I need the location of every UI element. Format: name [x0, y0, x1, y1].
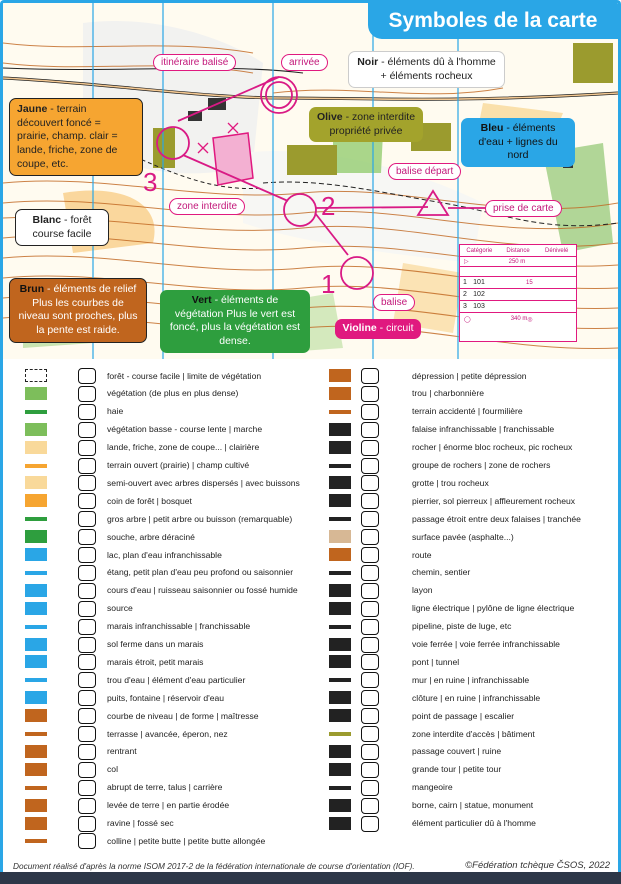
legend_left-symbol-22	[25, 763, 47, 776]
legend_left-label-4: lande, friche, zone de coupe... | clairière	[107, 442, 260, 453]
legend_right-label-10: route	[412, 549, 432, 560]
blanc-text: - forêt course facile	[32, 214, 92, 240]
bleu-title: Bleu	[480, 122, 504, 134]
legend_left-control-icon-2	[78, 404, 96, 420]
legend_right-control-icon-16	[361, 654, 379, 670]
legend_left-label-11: étang, petit plan d'eau peu profond ou saisonnier	[107, 567, 294, 578]
card-header-denivele: Dénivelé	[545, 247, 569, 254]
legend-box-noir	[348, 51, 505, 88]
legend_left-control-icon-18	[78, 690, 96, 706]
legend_left-label-23: abrupt de terre, talus | carrière	[107, 782, 223, 793]
legend_left-symbol-18	[25, 691, 47, 704]
legend-box-olive	[309, 107, 423, 142]
legend_right-symbol-16	[329, 655, 351, 668]
card-row1-num: 1	[463, 279, 467, 286]
legend_left-label-12: cours d'eau | ruisseau saisonnier ou fossé humide	[107, 585, 298, 596]
legend_left-symbol-4	[25, 441, 47, 454]
legend_left-symbol-9	[25, 530, 47, 543]
legend_right-label-13: ligne électrique | pylône de ligne électrique	[412, 603, 575, 614]
legend_right-control-icon-24	[361, 798, 379, 814]
legend_left-control-icon-9	[78, 529, 96, 545]
legend_left-symbol-21	[25, 745, 47, 758]
vert-text: - éléments de végétation Plus le vert est foncé, plus la végétation est dense.	[169, 294, 301, 347]
label-balise: balise	[373, 294, 415, 311]
legend_left-symbol-8	[25, 517, 47, 521]
legend_right-symbol-12	[329, 584, 351, 597]
violine-title: Violine	[342, 322, 377, 334]
legend_right-label-20: zone interdite d'accès | bâtiment	[412, 728, 535, 739]
orienteering-map	[3, 3, 618, 359]
legend_right-symbol-8	[329, 517, 351, 521]
brun-text: - éléments de relief Plus les courbes de niveau sont proches, plus la pente est raide.	[18, 283, 138, 336]
card-distance-bottom: 340 m	[510, 316, 528, 322]
legend_left-control-icon-14	[78, 619, 96, 635]
legend_right-label-6: grotte | trou rocheux	[412, 477, 489, 488]
legend_right-label-3: falaise infranchissable | franchissable	[412, 424, 555, 435]
legend_right-label-7: pierrier, sol pierreux | affleurement rocheux	[412, 495, 576, 506]
legend_right-control-icon-14	[361, 619, 379, 635]
legend-box-vert	[160, 290, 310, 353]
label-itineraire-balise: itinéraire balisé	[153, 54, 236, 71]
legend_left-control-icon-22	[78, 762, 96, 778]
legend_right-symbol-1	[329, 387, 351, 400]
legend_right-label-14: pipeline, piste de luge, etc	[412, 621, 512, 632]
legend_left-control-icon-16	[78, 654, 96, 670]
legend_right-control-icon-13	[361, 601, 379, 617]
legend_left-label-3: végétation basse - course lente | marche	[107, 424, 263, 435]
legend_left-label-20: terrasse | avancée, éperon, nez	[107, 728, 228, 739]
legend_left-symbol-2	[25, 410, 47, 414]
legend_left-symbol-20	[25, 732, 47, 736]
card-header-categorie: Catégorie	[466, 247, 493, 254]
legend_right-symbol-10	[329, 548, 351, 561]
legend_left-control-icon-17	[78, 672, 96, 688]
jaune-text: - terrain découvert foncé = prairie, champ. clair = lande, friche, zone de coupe, etc.	[17, 103, 118, 170]
legend_right-label-17: mur | en ruine | infranchissable	[412, 674, 530, 685]
legend_right-label-8: passage étroit entre deux falaises | tranchée	[412, 513, 581, 524]
footer-note: Document réalisé d'après la norme ISOM 2017-2 de la fédération internationale de course d'orientation (IOF).	[13, 861, 415, 871]
legend_right-symbol-7	[329, 494, 351, 507]
legend_left-symbol-17	[25, 678, 47, 682]
legend_left-label-0: forêt - course facile | limite de végétation	[107, 370, 262, 381]
legend_left-label-2: haie	[107, 406, 124, 417]
course-number-3: 3	[143, 167, 158, 197]
legend_right-control-icon-17	[361, 672, 379, 688]
legend_right-control-icon-7	[361, 493, 379, 509]
legend_left-label-17: trou d'eau | élément d'eau particulier	[107, 674, 246, 685]
legend_right-symbol-11	[329, 571, 351, 575]
legend_left-control-icon-10	[78, 547, 96, 563]
legend-box-jaune	[9, 98, 143, 176]
legend_left-label-1: végétation (de plus en plus dense)	[107, 388, 239, 399]
legend_left-label-16: marais étroit, petit marais	[107, 656, 204, 667]
legend_right-label-0: dépression | petite dépression	[412, 370, 527, 381]
legend_right-symbol-20	[329, 732, 351, 736]
legend_right-symbol-9	[329, 530, 351, 543]
legend_right-control-icon-15	[361, 637, 379, 653]
symbol-legend	[3, 359, 618, 855]
legend_right-label-18: clôture | en ruine | infranchissable	[412, 692, 541, 703]
legend_left-label-25: ravine | fossé sec	[107, 818, 174, 828]
legend_left-symbol-3	[25, 423, 47, 436]
legend_right-label-9: surface pavée (asphalte...)	[412, 531, 514, 542]
olive-text: - zone interdite propriété privée	[329, 111, 416, 137]
legend_right-label-16: pont | tunnel	[412, 656, 460, 667]
legend_left-symbol-5	[25, 464, 47, 468]
legend_right-label-11: chemin, sentier	[412, 567, 471, 578]
legend_left-control-icon-0	[78, 368, 96, 384]
legend_left-symbol-12	[25, 584, 47, 597]
legend_left-symbol-13	[25, 602, 47, 615]
legend_left-control-icon-5	[78, 458, 96, 474]
legend_left-symbol-16	[25, 655, 47, 668]
legend_left-control-icon-26	[78, 833, 96, 849]
legend_right-control-icon-10	[361, 547, 379, 563]
legend_left-label-22: col	[107, 764, 118, 775]
legend_right-label-23: mangeoire	[412, 782, 453, 793]
legend_right-label-24: borne, cairn | statue, monument	[412, 800, 534, 811]
legend_left-label-21: rentrant	[107, 746, 137, 757]
legend_right-symbol-24	[329, 799, 351, 812]
legend_right-symbol-15	[329, 638, 351, 651]
legend_right-control-icon-22	[361, 762, 379, 778]
legend_right-label-22: grande tour | petite tour	[412, 764, 502, 775]
legend_left-symbol-26	[25, 839, 47, 843]
legend_left-label-9: souche, arbre déraciné	[107, 531, 195, 542]
page-title: Symboles de la carte	[368, 3, 618, 39]
legend_left-control-icon-23	[78, 780, 96, 796]
legend_left-symbol-0	[25, 369, 47, 382]
legend-box-brun	[9, 278, 147, 343]
legend_left-label-5: terrain ouvert (prairie) | champ cultivé	[107, 460, 250, 470]
legend_left-control-icon-24	[78, 798, 96, 814]
legend_right-label-19: point de passage | escalier	[412, 710, 515, 721]
legend_right-symbol-18	[329, 691, 351, 704]
legend_left-symbol-14	[25, 625, 47, 629]
label-balise-depart: balise départ	[388, 163, 461, 180]
legend_right-label-21: passage couvert | ruine	[412, 746, 502, 757]
legend_left-control-icon-19	[78, 708, 96, 724]
legend_left-control-icon-4	[78, 440, 96, 456]
legend_right-control-icon-1	[361, 386, 379, 402]
legend_left-control-icon-8	[78, 511, 96, 527]
jaune-title: Jaune	[17, 103, 48, 115]
legend_left-label-14: marais infranchissable | franchissable	[107, 621, 251, 632]
legend_right-control-icon-5	[361, 458, 379, 474]
violine-text: - circuit	[376, 322, 414, 334]
legend_left-symbol-10	[25, 548, 47, 561]
legend_left-label-18: puits, fontaine | réservoir d'eau	[107, 692, 225, 703]
label-zone-interdite: zone interdite	[169, 198, 245, 215]
legend_left-symbol-23	[25, 786, 47, 790]
label-arrivee: arrivée	[281, 54, 328, 71]
legend_right-symbol-17	[329, 678, 351, 682]
legend_left-symbol-6	[25, 476, 47, 489]
legend_right-symbol-6	[329, 476, 351, 489]
legend_right-control-icon-3	[361, 422, 379, 438]
legend_right-symbol-19	[329, 709, 351, 722]
olive-title: Olive	[316, 111, 343, 123]
legend_right-symbol-23	[329, 786, 351, 790]
legend_right-symbol-2	[329, 410, 351, 414]
label-prise-de-carte: prise de carte	[485, 200, 562, 217]
legend_right-symbol-4	[329, 441, 351, 454]
legend_right-symbol-25	[329, 817, 351, 830]
legend_right-control-icon-19	[361, 708, 379, 724]
course-number-1: 1	[321, 269, 336, 299]
legend_left-symbol-7	[25, 494, 47, 507]
legend_right-control-icon-0	[361, 368, 379, 384]
legend_right-symbol-5	[329, 464, 351, 468]
brun-title: Brun	[19, 283, 45, 295]
legend_left-label-24: levée de terre | en partie érodée	[107, 800, 230, 811]
legend-box-violine	[335, 319, 421, 339]
legend_right-label-25: élément particulier dû à l'homme	[412, 818, 536, 828]
control-card: Catégorie Distance Dénivelé ▷ 250 m 1 101 15 2 102 3 103 ◯ 340 m ◎	[459, 244, 577, 342]
legend_left-control-icon-15	[78, 637, 96, 653]
legend-box-bleu	[461, 118, 575, 167]
card-row2-num: 2	[463, 291, 467, 298]
legend_left-label-26: colline | petite butte | petite butte allongée	[107, 835, 266, 846]
legend_right-control-icon-6	[361, 475, 379, 491]
legend_left-control-icon-6	[78, 475, 96, 491]
legend_left-symbol-11	[25, 571, 47, 575]
legend_right-control-icon-21	[361, 744, 379, 760]
legend_left-label-8: gros arbre | petit arbre ou buisson (remarquable)	[107, 513, 293, 524]
legend_left-control-icon-7	[78, 493, 96, 509]
legend_right-label-12: layon	[412, 585, 433, 596]
legend_left-label-15: sol ferme dans un marais	[107, 639, 204, 649]
legend_left-control-icon-12	[78, 583, 96, 599]
legend_right-control-icon-2	[361, 404, 379, 420]
card-row3-num: 3	[463, 303, 467, 310]
legend_right-symbol-0	[329, 369, 351, 382]
blanc-title: Blanc	[32, 214, 62, 226]
legend_left-control-icon-21	[78, 744, 96, 760]
card-distance-top: 250 m	[508, 258, 526, 265]
legend_right-label-2: terrain accidenté | fourmilière	[412, 406, 523, 417]
legend_right-label-4: rocher | énorme bloc rocheux, pic rocheux	[412, 442, 573, 453]
noir-title: Noir	[357, 56, 379, 68]
legend_left-control-icon-13	[78, 601, 96, 617]
card-extra: 15	[526, 279, 533, 286]
legend_left-symbol-1	[25, 387, 47, 400]
legend_left-symbol-24	[25, 799, 47, 812]
legend_right-symbol-21	[329, 745, 351, 758]
legend_left-symbol-15	[25, 638, 47, 651]
legend_left-symbol-19	[25, 709, 47, 722]
legend_left-label-13: source	[107, 603, 133, 614]
card-row1-code: 101	[473, 279, 485, 286]
bleu-text: - éléments d'eau + lignes du nord	[478, 122, 558, 162]
legend_right-control-icon-11	[361, 565, 379, 581]
vert-title: Vert	[191, 294, 212, 306]
legend_right-control-icon-8	[361, 511, 379, 527]
legend_right-label-5: groupe de rochers | zone de rochers	[412, 460, 551, 470]
legend_right-control-icon-9	[361, 529, 379, 545]
legend_right-control-icon-18	[361, 690, 379, 706]
legend-box-blanc	[15, 209, 109, 246]
card-header-distance: Distance	[506, 247, 530, 254]
legend_left-control-icon-11	[78, 565, 96, 581]
legend_right-control-icon-12	[361, 583, 379, 599]
legend_left-control-icon-1	[78, 386, 96, 402]
bottom-bar	[0, 872, 621, 884]
legend_right-label-15: voie ferrée | voie ferrée infranchissable	[412, 639, 560, 649]
legend_right-symbol-22	[329, 763, 351, 776]
legend_left-label-10: lac, plan d'eau infranchissable	[107, 549, 222, 560]
legend_left-label-6: semi-ouvert avec arbres dispersés | avec buissons	[107, 477, 300, 488]
legend_left-control-icon-25	[78, 816, 96, 832]
card-row2-code: 102	[473, 291, 485, 298]
card-row3-code: 103	[473, 303, 485, 310]
legend_left-label-7: coin de forêt | bosquet	[107, 495, 192, 506]
legend_right-control-icon-25	[361, 816, 379, 832]
legend_left-control-icon-20	[78, 726, 96, 742]
course-number-2: 2	[321, 191, 336, 221]
legend_right-symbol-13	[329, 602, 351, 615]
legend_right-control-icon-20	[361, 726, 379, 742]
legend_right-control-icon-4	[361, 440, 379, 456]
legend_left-label-19: courbe de niveau | de forme | maîtresse	[107, 710, 259, 721]
legend_right-symbol-14	[329, 625, 351, 629]
legend_right-control-icon-23	[361, 780, 379, 796]
noir-text: - éléments dû à l'homme + éléments rocheux	[378, 56, 496, 82]
footer-copyright: ©Fédération tchèque ČSOS, 2022	[465, 860, 610, 871]
legend_right-label-1: trou | charbonnière	[412, 388, 484, 399]
legend_right-symbol-3	[329, 423, 351, 436]
legend_left-symbol-25	[25, 817, 47, 830]
legend_left-control-icon-3	[78, 422, 96, 438]
